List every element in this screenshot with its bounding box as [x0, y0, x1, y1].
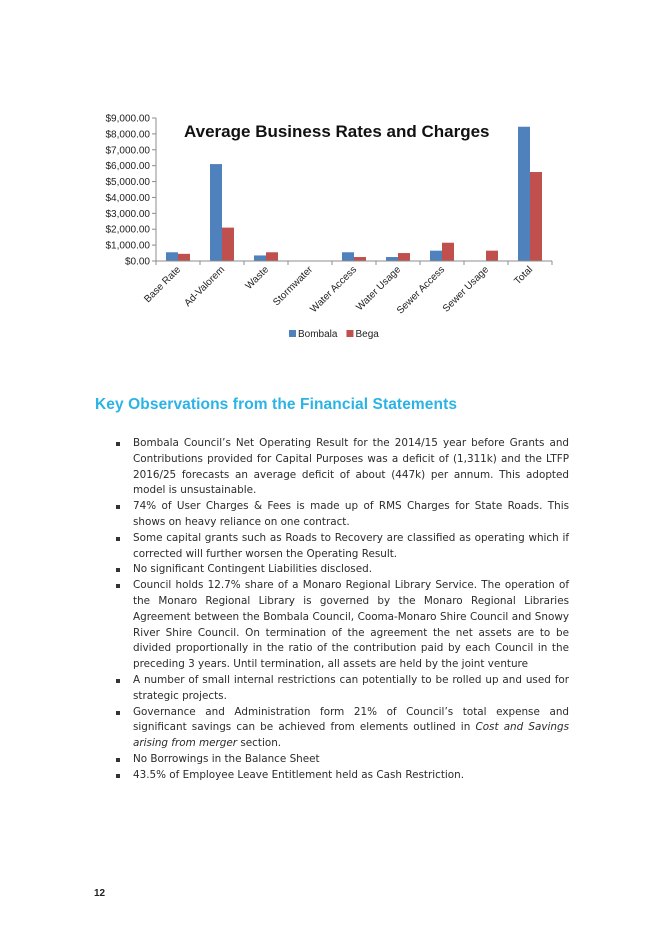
- bar-bombala: [430, 251, 442, 261]
- bars: [166, 127, 542, 261]
- observation-text: 74% of User Charges & Fees is made up of RMS Charges for State Roads. This shows on heavy reliance on one contract.: [133, 500, 569, 528]
- list-item: [133, 752, 569, 768]
- list-item: [133, 768, 569, 784]
- list-item: [133, 499, 569, 531]
- observation-text: Bombala Council’s Net Operating Result for the 2014/15 year before Grants and Contributions provided for Capital Purposes was a deficit of (1,311k) and the LTFP 2016/25 forecasts an average deficit of about (447k) per annum. This adopted model is unsustainable.: [133, 437, 569, 497]
- bar-bega: [398, 253, 410, 261]
- bar-bega: [354, 257, 366, 261]
- y-tick-label: $6,000.00: [105, 161, 150, 173]
- y-tick-label: $5,000.00: [105, 177, 150, 189]
- y-tick-label: $0.00: [124, 256, 150, 268]
- legend-swatch-bega: [346, 330, 353, 337]
- bar-bombala: [518, 127, 530, 261]
- y-tick-label: $2,000.00: [105, 224, 150, 236]
- x-tick-label: Sewer Usage: [440, 264, 492, 315]
- legend-swatch-bombala: [289, 330, 296, 337]
- observation-text: No Borrowings in the Balance Sheet: [133, 752, 320, 765]
- observation-text: section.: [237, 737, 282, 750]
- list-item: [133, 531, 569, 563]
- x-tick-label: Base Rate: [142, 264, 184, 306]
- list-item: [133, 578, 569, 673]
- observation-text: 43.5% of Employee Leave Entitlement held as Cash Restriction.: [133, 768, 465, 781]
- list-item: [133, 562, 569, 578]
- observation-italic-reference: Cost and Savings arising from merger: [133, 721, 569, 750]
- x-tick-label: Ad-Valorem: [182, 264, 228, 309]
- bar-bombala: [166, 252, 178, 261]
- observation-text: Council holds 12.7% share of a Monaro Regional Library Service. The operation of the Monaro Regional Library is governed by the Monaro Regional Libraries Agreement between the Bombala Council, Cooma-Monaro Shire Council and Snowy River Shire Council. On termination of the agreement the net assets are to be divided proportionally in the ratio of the contribution paid by each Council in the preceding 3 years. Until termination, all assets are held by the joint venture: [133, 579, 569, 671]
- y-tick-label: $8,000.00: [105, 129, 150, 141]
- list-item: [133, 436, 569, 499]
- section-heading: Key Observations from the Financial Statements: [95, 396, 458, 413]
- bar-bombala: [386, 257, 398, 261]
- y-tick-label: $4,000.00: [105, 192, 150, 204]
- observation-text: Some capital grants such as Roads to Recovery are classified as operating which if corrected will further worsen the Operating Result.: [133, 531, 569, 560]
- bar-bega: [486, 251, 498, 261]
- chart-canvas: [90, 112, 560, 352]
- bar-bombala: [342, 252, 354, 261]
- chart-title: Average Business Rates and Charges: [184, 122, 490, 141]
- x-tick-label: Waste: [243, 264, 272, 292]
- x-tick-label: Total: [512, 264, 536, 288]
- x-tick-label: Water Access: [308, 264, 360, 316]
- bar-bega: [178, 254, 190, 261]
- average-rates-chart: [90, 112, 560, 352]
- x-tick-label: Water Usage: [354, 264, 404, 314]
- x-tick-label: Sewer Access: [394, 264, 448, 317]
- observation-text: Governance and Administration form 21% of Council’s total expense and significant savings can be achieved from elements outlined in: [133, 705, 569, 734]
- list-item: [133, 705, 569, 752]
- bar-bega: [266, 252, 278, 261]
- observation-text: A number of small internal restrictions can potentially to be rolled up and used for strategic projects.: [133, 673, 569, 702]
- observation-text: No significant Contingent Liabilities disclosed.: [133, 563, 373, 576]
- list-item: [133, 673, 569, 705]
- x-axis: [142, 261, 552, 317]
- bar-bega: [222, 228, 234, 261]
- legend-label-bega: Bega: [355, 329, 379, 340]
- y-tick-label: $7,000.00: [105, 145, 150, 157]
- y-tick-label: $3,000.00: [105, 208, 150, 220]
- y-axis: [106, 114, 157, 268]
- y-tick-label: $1,000.00: [105, 240, 150, 252]
- legend-label-bombala: Bombala: [298, 329, 338, 340]
- bar-bega: [442, 243, 454, 261]
- bar-bombala: [254, 255, 266, 261]
- x-tick-label: Stormwater: [271, 264, 316, 309]
- bar-bombala: [210, 164, 222, 261]
- chart-legend: [289, 329, 379, 340]
- bar-bega: [530, 172, 542, 261]
- page-number: 12: [94, 888, 106, 899]
- observations-list: [133, 436, 569, 784]
- y-tick-label: $9,000.00: [105, 113, 150, 125]
